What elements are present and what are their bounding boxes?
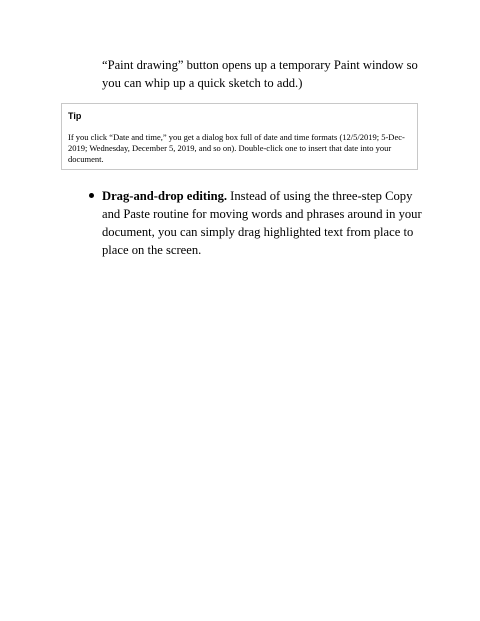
tip-text: If you click “Date and time,” you get a dialog box full of date and time formats (12/5/2019; 5-Dec-2019; Wednesday, December 5, 2019, and so on). Double-click one to insert that date into your document. [68, 132, 405, 164]
tip-heading: Tip [68, 111, 82, 121]
bullet-lead-term: Drag-and-drop editing. [102, 189, 228, 203]
bullet-text: Instead of using the three-step Copy and Paste routine for moving words and phrases around in your document, you can simply drag highlighted text from place to place on the screen. [102, 189, 422, 257]
continuation-paragraph: “Paint drawing” button opens up a temporary Paint window so you can whip up a quick sketch to add.) [102, 58, 418, 90]
list-item [102, 187, 424, 259]
bullet-dot-icon [89, 193, 94, 198]
bullet-list [102, 187, 424, 259]
tip-box [61, 103, 418, 170]
